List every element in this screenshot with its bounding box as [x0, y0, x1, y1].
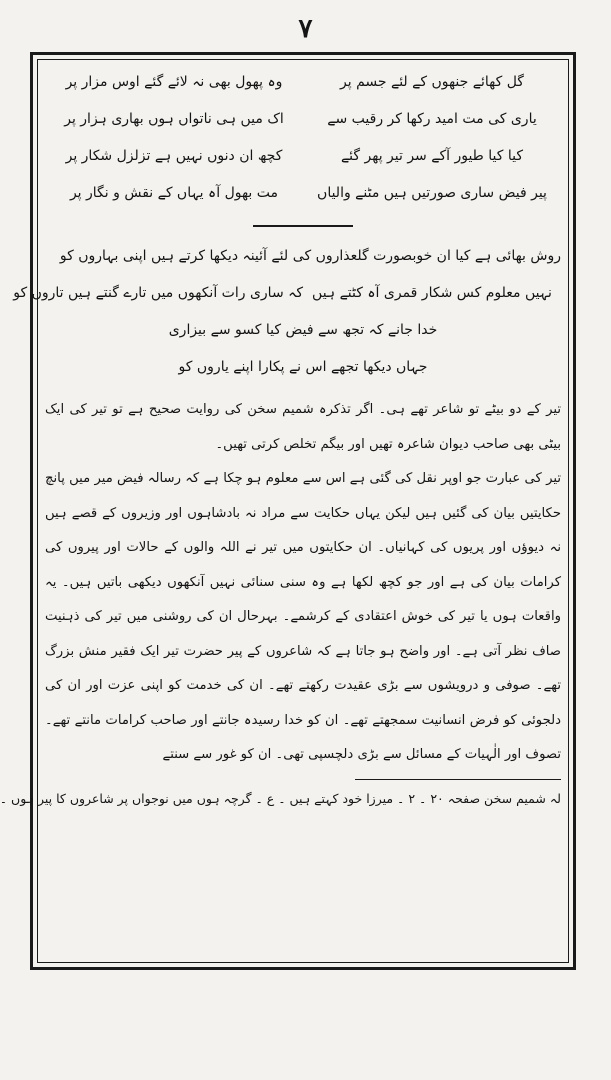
page-content — [0, 63, 561, 959]
footnote: لہ شمیم سخن صفحہ ۲۰ ۔ ۲ ۔ میرزا خود کہتے ہیں ۔ ع ۔ گرچہ ہوں میں نوجواں پر شاعروں کا پیر ہوں ۔ — [0, 790, 561, 806]
couplet — [45, 174, 561, 211]
paragraph: تیر کی عبارت جو اوپر نقل کی گئی ہے اس سے معلوم ہو چکا ہے کہ رسالہ فیض میر میں پانچ حکایتیں بیان کی گئیں ہیں لیکن یہاں حکایت سے مراد نہ بادشاہوں اور وزیروں کے قصے ہیں نہ دیوؤں اور پریوں کی کہانیاں۔ ان حکایتوں میں تیر نے اللہ والوں کے حالات اور پیروں کی کرامات بیان کی ہے اور جو کچھ لکھا ہے وہ سنی سنائی نہیں آنکھوں دیکھی باتیں ہیں۔ یہ واقعات ہوں یا تیر کی خوش اعتقادی کے کرشمے۔ بہرحال ان کی روشنی میں تیر کی ذہنیت صاف نظر آتی ہے۔ اور واضح ہو جاتا ہے کہ شاعروں کے پیر حضرت تیر ایک فقیر منش بزرگ تھے۔ صوفی و درویشوں سے بڑی عقیدت رکھتے تھے۔ ان کی خدمت کو اپنی عزت اور ان کی دلجوئی کو فرض انسانیت سمجھتے تھے۔ ان کو خدا رسیدہ جانتے اور صاحب کرامات مانتے تھے۔ تصوف اور الٰہیات کے مسائل سے بڑی دلچسپی تھی۔ ان کو غور سے سنتے — [45, 471, 561, 762]
misra-second: مت بھول آہ یہاں کے نقش و نگار پر — [69, 184, 279, 201]
misra-centered: خدا جانے کہ تجھ سے فیض کیا کسو سے بیزاری — [168, 321, 438, 338]
couplet — [45, 100, 561, 137]
page-frame — [0, 52, 576, 970]
misra-first: پیر فیض ساری صورتیں ہیں مٹنے والیاں — [317, 184, 547, 201]
paragraph: تیر کے دو بیٹے تو شاعر تھے ہی۔ اگر تذکرہ شمیم سخن کی روایت صحیح ہے تو تیر کی ایک بیٹی بھی صاحب دیوان شاعرہ تھیں اور بیگم تخلص کرتی تھیں۔ — [45, 402, 561, 452]
misra-second: کہ ساری رات آنکھوں میں تارے گنتے ہیں تاروں کو — [13, 284, 303, 301]
couplet — [45, 137, 561, 174]
couplet — [45, 63, 561, 100]
misra-second: کچھ ان دنوں نہیں ہے تزلزل شکار پر — [65, 147, 283, 164]
misra-second: وہ پھول بھی نہ لائے گئے اوس مزار پر — [65, 73, 283, 90]
misra-first: گل کھائے جنھوں کے لئے جسم پر — [340, 73, 524, 90]
couplet — [13, 274, 561, 311]
misra-first: کیا کیا طیور آکے سر تیر پھر گئے — [340, 147, 524, 164]
couplet — [45, 237, 561, 274]
misra-first: نہیں معلوم کس شکار قمری آہ کٹتے ہیں — [312, 284, 552, 301]
ghazal-1 — [45, 63, 561, 211]
footnote-divider — [355, 779, 561, 780]
ghazal-2 — [13, 237, 561, 385]
prose-body — [45, 393, 561, 773]
section-divider — [253, 225, 353, 227]
couplet-centered — [45, 311, 561, 348]
misra-second: لئے آئینہ دیکھا کرتے ہیں اپنی بہاروں کو — [59, 247, 289, 264]
couplet-centered — [45, 348, 561, 385]
misra-first: روش بھائی ہے کیا ان خوبصورت گلعذاروں کی — [292, 247, 561, 264]
misra-centered: جہاں دیکھا تجھے اس نے پکارا اپنے یاروں کو — [178, 358, 428, 375]
misra-second: اک میں ہی ناتواں ہوں بھاری ہزار پر — [64, 110, 284, 127]
page-number: ۷ — [298, 14, 313, 44]
misra-first: یاری کی مت امید رکھا کر رقیب سے — [327, 110, 537, 127]
